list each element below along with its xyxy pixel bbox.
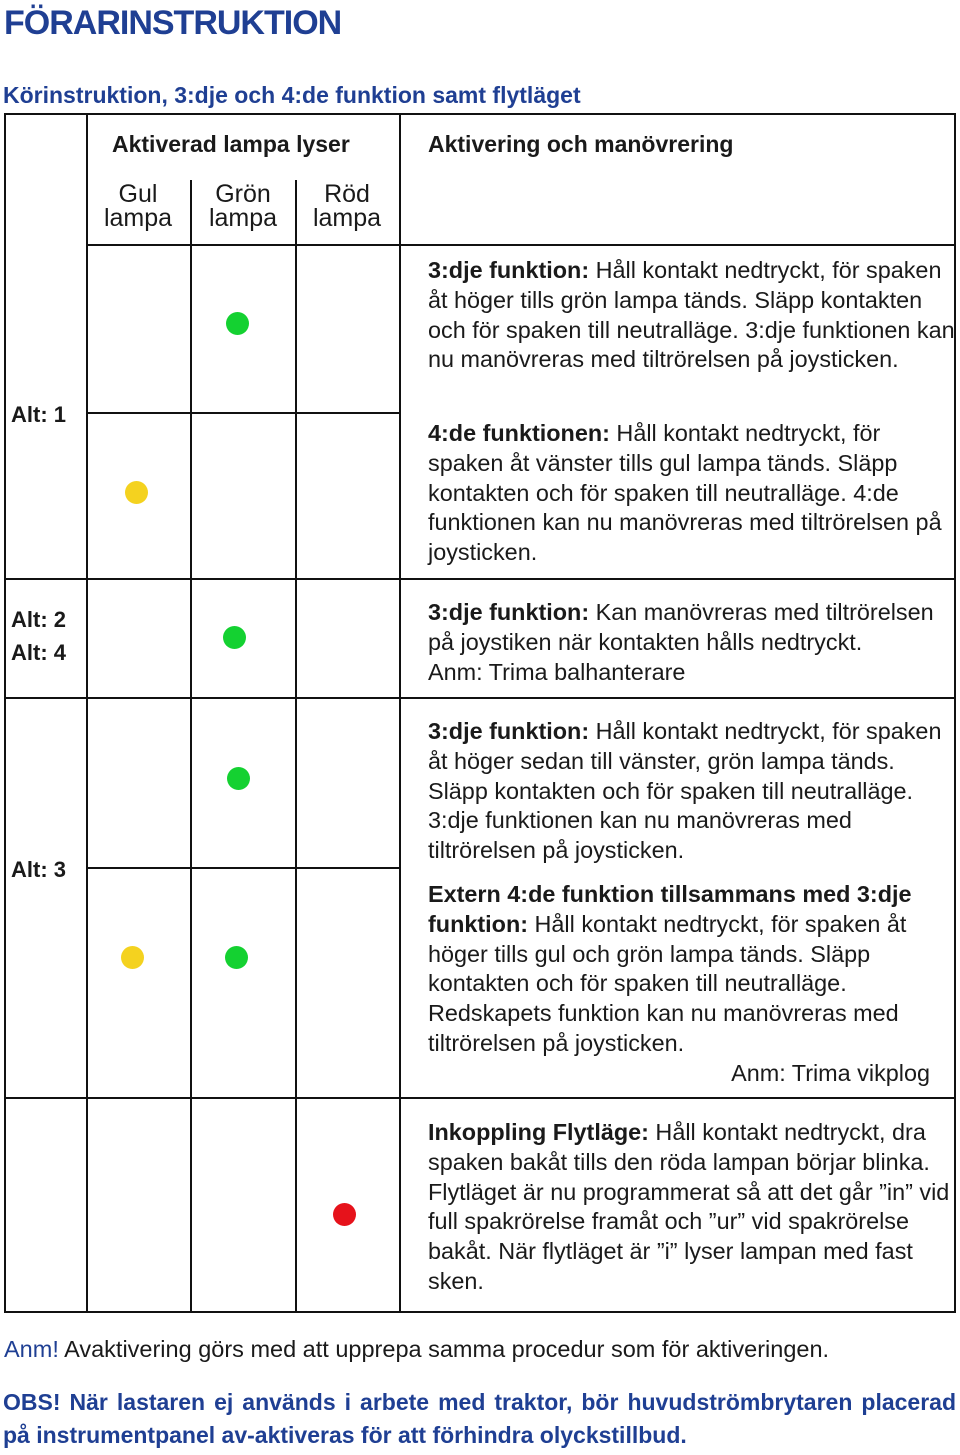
table-rule-alt3-bottom — [4, 1097, 956, 1099]
page-title: FÖRARINSTRUKTION — [4, 4, 342, 42]
alt3-extern-function-body: Håll kontakt nedtryckt, för spaken åt höger tills gul och grön lampa tänds. Släpp kontakten och för spaken till neutralläge. Redskapets funktion kan nu manövreras med tiltrörelsen på joysticken. — [428, 910, 907, 1056]
float-mode-title: Inkoppling Flytläge: — [428, 1119, 649, 1145]
lamp-label-red-line2: lampa — [312, 204, 382, 232]
table-rule-alt1-bottom — [4, 578, 956, 580]
row-label-alt2: Alt: 2 — [11, 607, 66, 632]
row-label-alt4: Alt: 4 — [11, 640, 66, 665]
table-col-green-left — [190, 180, 192, 1313]
green-lamp-indicator — [225, 946, 248, 969]
deactivation-note — [4, 1336, 956, 1363]
lamp-label-green — [192, 172, 294, 240]
table-border-bottom — [4, 1311, 956, 1313]
float-mode-body: Håll kontakt nedtryckt, dra spaken bakåt tills den röda lampan börjar blinka. Flytläget är nu programmerat så att det går ”in” vid full spakrörelse framåt och ”ur” vid spakrörelse bakåt. När flytläget är ”i” lyser lampan med fast sken. — [428, 1119, 950, 1294]
header-active-lamp: Aktiverad lampa lyser — [112, 131, 350, 157]
header-activation: Aktivering och manövrering — [428, 131, 734, 157]
table-rule-lamp-header — [86, 244, 400, 246]
alt3-note: Anm: Trima vikplog — [731, 1059, 930, 1086]
green-lamp-indicator — [223, 626, 246, 649]
table-rule-alt3-split — [86, 867, 400, 869]
alt24-third-function-body: Kan manövreras med tiltrörelsen på joystiken när kontakten hålls nedtryckt. — [428, 599, 934, 655]
green-lamp-indicator — [226, 312, 249, 335]
lamp-label-yellow-line1: Gul — [118, 180, 158, 208]
deactivation-note-tag: Anm! — [4, 1336, 59, 1362]
alt1-fourth-function-text — [428, 419, 956, 568]
row-label-alt3: Alt: 3 — [11, 857, 66, 882]
deactivation-note-text: Avaktivering görs med att upprepa samma procedur som för aktiveringen. — [58, 1336, 830, 1362]
alt1-fourth-function-body: Håll kontakt nedtryckt, för spaken åt vänster tills gul lampa tänds. Släpp kontakten och för spaken till neutralläge. 4:de funktionen kan nu manövreras med tiltrörelsen på joysticken. — [428, 420, 942, 566]
alt3-extern-function-text — [428, 880, 956, 1089]
alt1-fourth-function-title: 4:de funktionen: — [428, 420, 610, 446]
red-lamp-indicator — [333, 1203, 356, 1226]
page-subtitle: Körinstruktion, 3:dje och 4:de funktion samt flytläget — [3, 82, 581, 108]
float-mode-text — [428, 1118, 956, 1297]
table-rule-alt1-split — [86, 412, 400, 414]
row-label-alt1: Alt: 1 — [11, 402, 66, 427]
alt3-third-function-title: 3:dje funktion: — [428, 718, 590, 744]
table-rule-action-header — [400, 244, 956, 246]
alt1-third-function-body: Håll kontakt nedtryckt, för spaken åt höger tills grön lampa tänds. Släpp kontakten och för spaken till neutralläge. 3:dje funktionen kan nu manövreras med tiltrörelsen på joysticken. — [428, 257, 955, 373]
lamp-label-yellow — [88, 172, 188, 240]
lamp-label-green-line1: Grön — [215, 180, 271, 208]
table-border-left — [4, 113, 6, 1313]
table-col-red-left — [295, 180, 297, 1313]
table-col-yellow-left — [86, 113, 88, 1313]
green-lamp-indicator — [227, 767, 250, 790]
yellow-lamp-indicator — [125, 481, 148, 504]
safety-warning-text: När lastaren ej används i arbete med traktor, bör huvudströmbrytaren placerad på instrumentpanel av-aktiveras för att förhindra olyckstillbud. — [3, 1389, 956, 1448]
alt24-third-function-title: 3:dje funktion: — [428, 599, 590, 625]
alt3-third-function-body: Håll kontakt nedtryckt, för spaken åt höger sedan till vänster, grön lampa tänds. Släpp kontakten och för spaken till neutralläge. 3:dje funktionen kan nu manövreras med tiltrörelsen på joysticken. — [428, 718, 942, 864]
lamp-label-green-line2: lampa — [208, 204, 278, 232]
alt1-third-function-text — [428, 256, 956, 375]
lamp-label-red — [296, 172, 398, 240]
lamp-label-yellow-line2: lampa — [103, 204, 173, 232]
alt24-note: Anm: Trima balhanterare — [428, 658, 686, 685]
table-col-actions-left — [399, 113, 401, 1313]
alt1-third-function-title: 3:dje funktion: — [428, 257, 590, 283]
alt3-third-function-text — [428, 717, 956, 866]
alt3-extern-function-title: Extern 4:de funktion tillsammans med 3:dje funktion: — [428, 881, 912, 937]
table-border-top — [4, 113, 956, 115]
table-rule-alt24-bottom — [4, 697, 956, 699]
alt24-third-function-text — [428, 598, 956, 687]
yellow-lamp-indicator — [121, 946, 144, 969]
safety-warning — [3, 1386, 956, 1452]
lamp-label-red-line1: Röd — [324, 180, 370, 208]
safety-warning-tag: OBS! — [3, 1389, 61, 1415]
